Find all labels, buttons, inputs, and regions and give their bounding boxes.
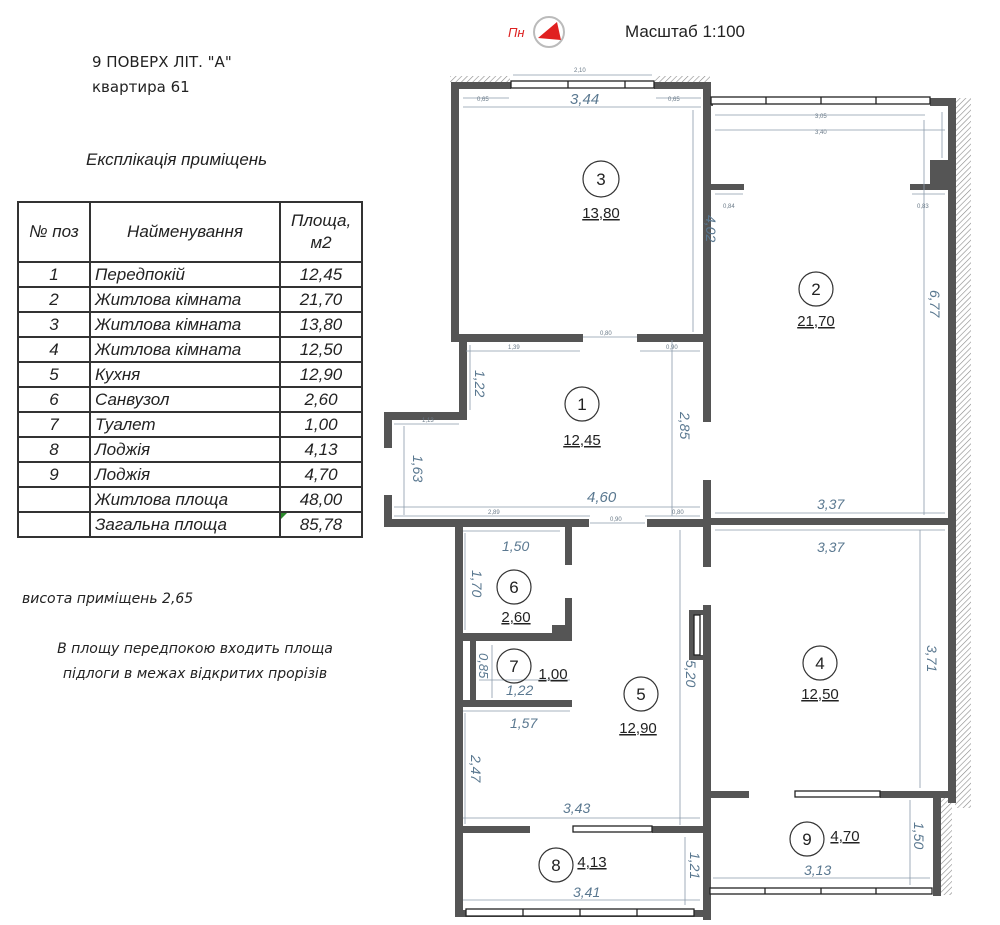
- svg-text:3: 3: [596, 170, 606, 189]
- svg-text:2,60: 2,60: [501, 609, 531, 626]
- svg-text:3,71: 3,71: [924, 645, 940, 673]
- room-2-label: [797, 272, 835, 330]
- small-dimension-labels: [422, 68, 929, 523]
- cell-no: 2: [18, 287, 90, 312]
- room-9-label: [790, 822, 860, 856]
- cell-no: 7: [18, 412, 90, 437]
- cell-area: 21,70: [280, 287, 362, 312]
- explication-title: Експлікація приміщень: [86, 150, 268, 169]
- cell-area: 2,60: [280, 387, 362, 412]
- room-7-label: [497, 649, 568, 683]
- svg-text:12,45: 12,45: [563, 432, 601, 449]
- svg-text:3,40: 3,40: [815, 130, 827, 136]
- svg-text:9: 9: [802, 830, 812, 849]
- windows: [466, 81, 932, 916]
- svg-text:4,60: 4,60: [587, 489, 617, 506]
- cell-name: Загальна площа: [90, 512, 280, 537]
- svg-text:3,43: 3,43: [563, 800, 591, 816]
- cell-area: 48,00: [280, 487, 362, 512]
- svg-text:4,02: 4,02: [703, 215, 719, 243]
- cell-area: 4,70: [280, 462, 362, 487]
- svg-text:1,57: 1,57: [510, 715, 538, 731]
- svg-text:0,83: 0,83: [917, 204, 929, 210]
- svg-text:4,70: 4,70: [830, 828, 860, 845]
- cell-area: 12,90: [280, 362, 362, 387]
- svg-text:2: 2: [811, 280, 821, 299]
- room-1-label: [563, 387, 601, 449]
- svg-text:3,37: 3,37: [817, 496, 845, 512]
- svg-text:0,65: 0,65: [668, 97, 680, 103]
- svg-text:3,37: 3,37: [817, 539, 845, 555]
- svg-text:1,21: 1,21: [687, 852, 703, 880]
- svg-text:1,00: 1,00: [538, 666, 568, 683]
- svg-text:1,70: 1,70: [469, 570, 485, 598]
- cell-area: 12,45: [280, 262, 362, 287]
- cell-no: 8: [18, 437, 90, 462]
- svg-text:2,89: 2,89: [488, 510, 500, 516]
- cell-area: 4,13: [280, 437, 362, 462]
- svg-text:12,90: 12,90: [619, 720, 657, 737]
- cell-name: Туалет: [90, 412, 280, 437]
- cell-name: Лоджія: [90, 437, 280, 462]
- svg-text:1,22: 1,22: [506, 682, 534, 698]
- svg-text:1: 1: [577, 395, 587, 414]
- cell-name: Житлова кімната: [90, 287, 280, 312]
- svg-text:12,50: 12,50: [801, 686, 839, 703]
- svg-text:2,85: 2,85: [677, 412, 693, 440]
- cell-no: 9: [18, 462, 90, 487]
- svg-text:0,80: 0,80: [672, 510, 684, 516]
- cell-area: 85,78: [280, 512, 362, 537]
- svg-text:1,22: 1,22: [472, 370, 488, 398]
- cell-no: 1: [18, 262, 90, 287]
- column-header-area-text: Площа, м2: [291, 211, 352, 252]
- cell-no: 4: [18, 337, 90, 362]
- svg-text:2,47: 2,47: [468, 755, 484, 783]
- column-header-name: Найменування: [90, 202, 280, 262]
- room-6-label: [497, 570, 531, 626]
- cell-no: 5: [18, 362, 90, 387]
- svg-text:0,90: 0,90: [666, 345, 678, 351]
- svg-text:0,85: 0,85: [476, 653, 491, 679]
- svg-text:6: 6: [509, 578, 519, 597]
- svg-text:3,44: 3,44: [570, 91, 600, 108]
- ceiling-height-note: висота приміщень 2,65: [22, 591, 194, 607]
- room-8-label: [539, 848, 607, 882]
- cell-name: Лоджія: [90, 462, 280, 487]
- room-3-label: [582, 161, 620, 222]
- cell-no: 3: [18, 312, 90, 337]
- svg-text:1,63: 1,63: [410, 455, 426, 483]
- north-label: Пн: [508, 24, 525, 40]
- svg-text:1,50: 1,50: [502, 538, 530, 554]
- cell-name: Кухня: [90, 362, 280, 387]
- svg-text:7: 7: [509, 657, 519, 676]
- hallway-area-note-line2: підлоги в межах відкритих прорізів: [62, 666, 328, 682]
- svg-text:0,80: 0,80: [600, 331, 612, 337]
- svg-text:4,13: 4,13: [577, 854, 607, 871]
- svg-text:3,41: 3,41: [573, 884, 601, 900]
- svg-text:0,65: 0,65: [477, 97, 489, 103]
- room-5-label: [619, 677, 658, 737]
- scale-label: Масштаб 1:100: [625, 22, 745, 41]
- floor-label: 9 ПОВЕРХ ЛІТ. "А": [92, 53, 232, 71]
- cell-name: Житлова площа: [90, 487, 280, 512]
- cell-no: 6: [18, 387, 90, 412]
- svg-text:5: 5: [636, 685, 646, 704]
- hallway-area-note-line1: В площу передпокою входить площа: [57, 641, 333, 657]
- svg-text:1,39: 1,39: [508, 345, 520, 351]
- cell-area: 13,80: [280, 312, 362, 337]
- column-header-no: № поз: [18, 202, 90, 262]
- svg-text:3,05: 3,05: [815, 114, 827, 120]
- svg-text:1,13: 1,13: [422, 418, 434, 424]
- room-4-label: [801, 646, 839, 703]
- svg-text:0,84: 0,84: [723, 204, 735, 210]
- svg-text:1,50: 1,50: [911, 822, 927, 850]
- svg-text:13,80: 13,80: [582, 205, 620, 222]
- cell-name: Житлова кімната: [90, 312, 280, 337]
- svg-text:21,70: 21,70: [797, 313, 835, 330]
- cell-name: Передпокій: [90, 262, 280, 287]
- svg-text:2,10: 2,10: [574, 68, 586, 74]
- apartment-label: квартира 61: [92, 78, 190, 96]
- svg-text:5,20: 5,20: [683, 660, 699, 688]
- cell-area: 12,50: [280, 337, 362, 362]
- svg-text:6,77: 6,77: [927, 290, 943, 318]
- svg-text:3,13: 3,13: [804, 862, 832, 878]
- cell-name: Житлова кімната: [90, 337, 280, 362]
- svg-text:8: 8: [551, 856, 561, 875]
- svg-text:0,90: 0,90: [610, 517, 622, 523]
- dimension-labels: [410, 91, 943, 900]
- svg-text:4: 4: [815, 654, 825, 673]
- cell-area: 1,00: [280, 412, 362, 437]
- cell-name: Санвузол: [90, 387, 280, 412]
